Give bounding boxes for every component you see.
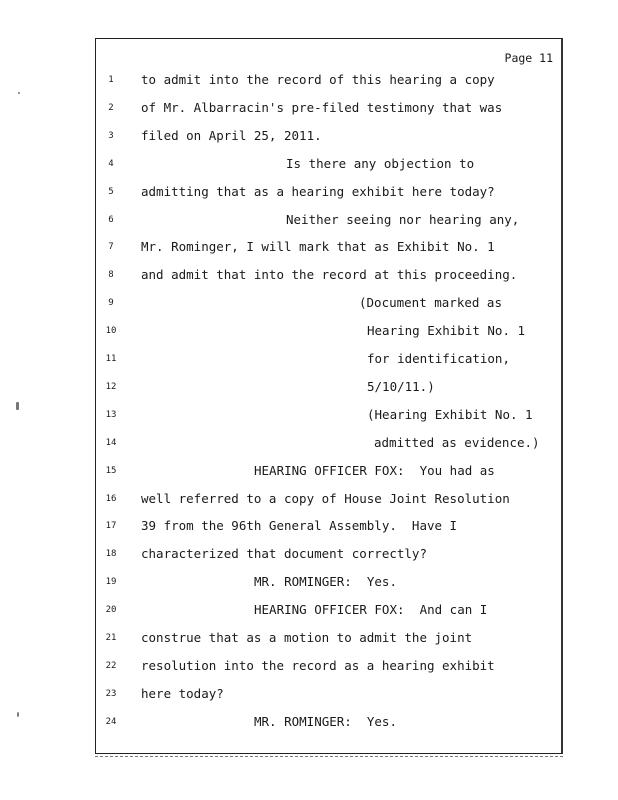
transcript-line <box>96 377 564 397</box>
transcript-line <box>96 321 564 341</box>
line-number: 14 <box>105 437 117 448</box>
transcript-line <box>96 98 564 118</box>
line-number: 19 <box>105 577 117 588</box>
line-number: 17 <box>105 521 117 532</box>
transcript-line <box>96 210 564 230</box>
transcript-line <box>96 126 564 146</box>
transcript-line <box>96 405 564 425</box>
line-number: 8 <box>108 270 114 281</box>
line-number: 22 <box>105 660 117 671</box>
line-text: HEARING OFFICER FOX: You had as <box>254 462 495 478</box>
transcript-line <box>96 544 564 564</box>
page-number: Page 11 <box>504 51 553 65</box>
line-number: 5 <box>108 186 114 197</box>
line-number: 21 <box>105 633 117 643</box>
transcript-line <box>96 70 564 90</box>
line-number: 13 <box>105 409 117 420</box>
line-text: 5/10/11.) <box>367 378 435 394</box>
transcript-line <box>96 461 564 481</box>
transcript-line <box>96 349 564 369</box>
line-number: 9 <box>108 298 114 309</box>
transcript-line <box>96 237 564 257</box>
line-text: of Mr. Albarracin's pre-filed testimony that was <box>141 99 503 115</box>
line-number: 3 <box>108 130 114 141</box>
line-text: MR. ROMINGER: Yes. <box>254 713 397 729</box>
transcript-line <box>96 516 564 536</box>
line-number: 4 <box>108 158 114 169</box>
line-text: well referred to a copy of House Joint Resolution <box>141 490 510 506</box>
line-text: MR. ROMINGER: Yes. <box>254 574 397 590</box>
transcript-line <box>96 656 564 676</box>
line-text: (Hearing Exhibit No. 1 <box>367 406 533 422</box>
line-number: 2 <box>108 102 114 113</box>
line-number: 12 <box>105 381 117 392</box>
line-text: for identification, <box>367 351 510 366</box>
transcript-line <box>96 600 564 620</box>
line-text: and admit that into the record at this proceeding. <box>141 267 518 283</box>
transcript-line <box>96 489 564 509</box>
line-text: Is there any objection to <box>286 155 475 171</box>
line-text: characterized that document correctly? <box>141 546 427 562</box>
line-text: admitting that as a hearing exhibit here today? <box>141 183 495 199</box>
transcript-line <box>96 628 564 648</box>
line-text: HEARING OFFICER FOX: And can I <box>254 602 488 618</box>
line-text: filed on April 25, 2011. <box>141 127 322 143</box>
line-number: 24 <box>105 716 117 727</box>
transcript-line <box>96 712 564 732</box>
transcript-page <box>95 38 563 754</box>
line-number: 18 <box>105 549 117 560</box>
line-text: here today? <box>141 685 224 701</box>
line-number: 1 <box>108 75 114 85</box>
transcript-line <box>96 154 564 174</box>
line-text: Neither seeing nor hearing any, <box>286 211 520 227</box>
transcript-line <box>96 572 564 592</box>
line-text: resolution into the record as a hearing exhibit <box>141 657 495 673</box>
transcript-line <box>96 684 564 704</box>
scan-speck <box>18 92 20 94</box>
line-text: 39 from the 96th General Assembly. Have I <box>141 518 458 534</box>
line-number: 20 <box>105 605 117 616</box>
line-number: 15 <box>105 465 117 476</box>
transcript-line <box>96 265 564 285</box>
scan-speck <box>16 402 19 410</box>
line-number: 11 <box>105 354 117 364</box>
transcript-line <box>96 293 564 313</box>
line-number: 7 <box>108 242 114 253</box>
transcript-line <box>96 182 564 202</box>
line-number: 10 <box>105 326 117 337</box>
scan-artifact-line <box>95 756 563 759</box>
line-text: admitted as evidence.) <box>374 434 540 450</box>
line-number: 16 <box>105 493 117 504</box>
line-text: construe that as a motion to admit the joint <box>141 630 473 645</box>
scan-speck <box>17 712 19 717</box>
line-number: 6 <box>108 214 114 225</box>
line-text: to admit into the record of this hearing a copy <box>141 72 495 87</box>
line-number: 23 <box>105 688 117 699</box>
line-text: (Document marked as <box>359 295 502 311</box>
line-text: Mr. Rominger, I will mark that as Exhibit No. 1 <box>141 239 495 255</box>
line-text: Hearing Exhibit No. 1 <box>367 323 526 339</box>
transcript-line <box>96 433 564 453</box>
